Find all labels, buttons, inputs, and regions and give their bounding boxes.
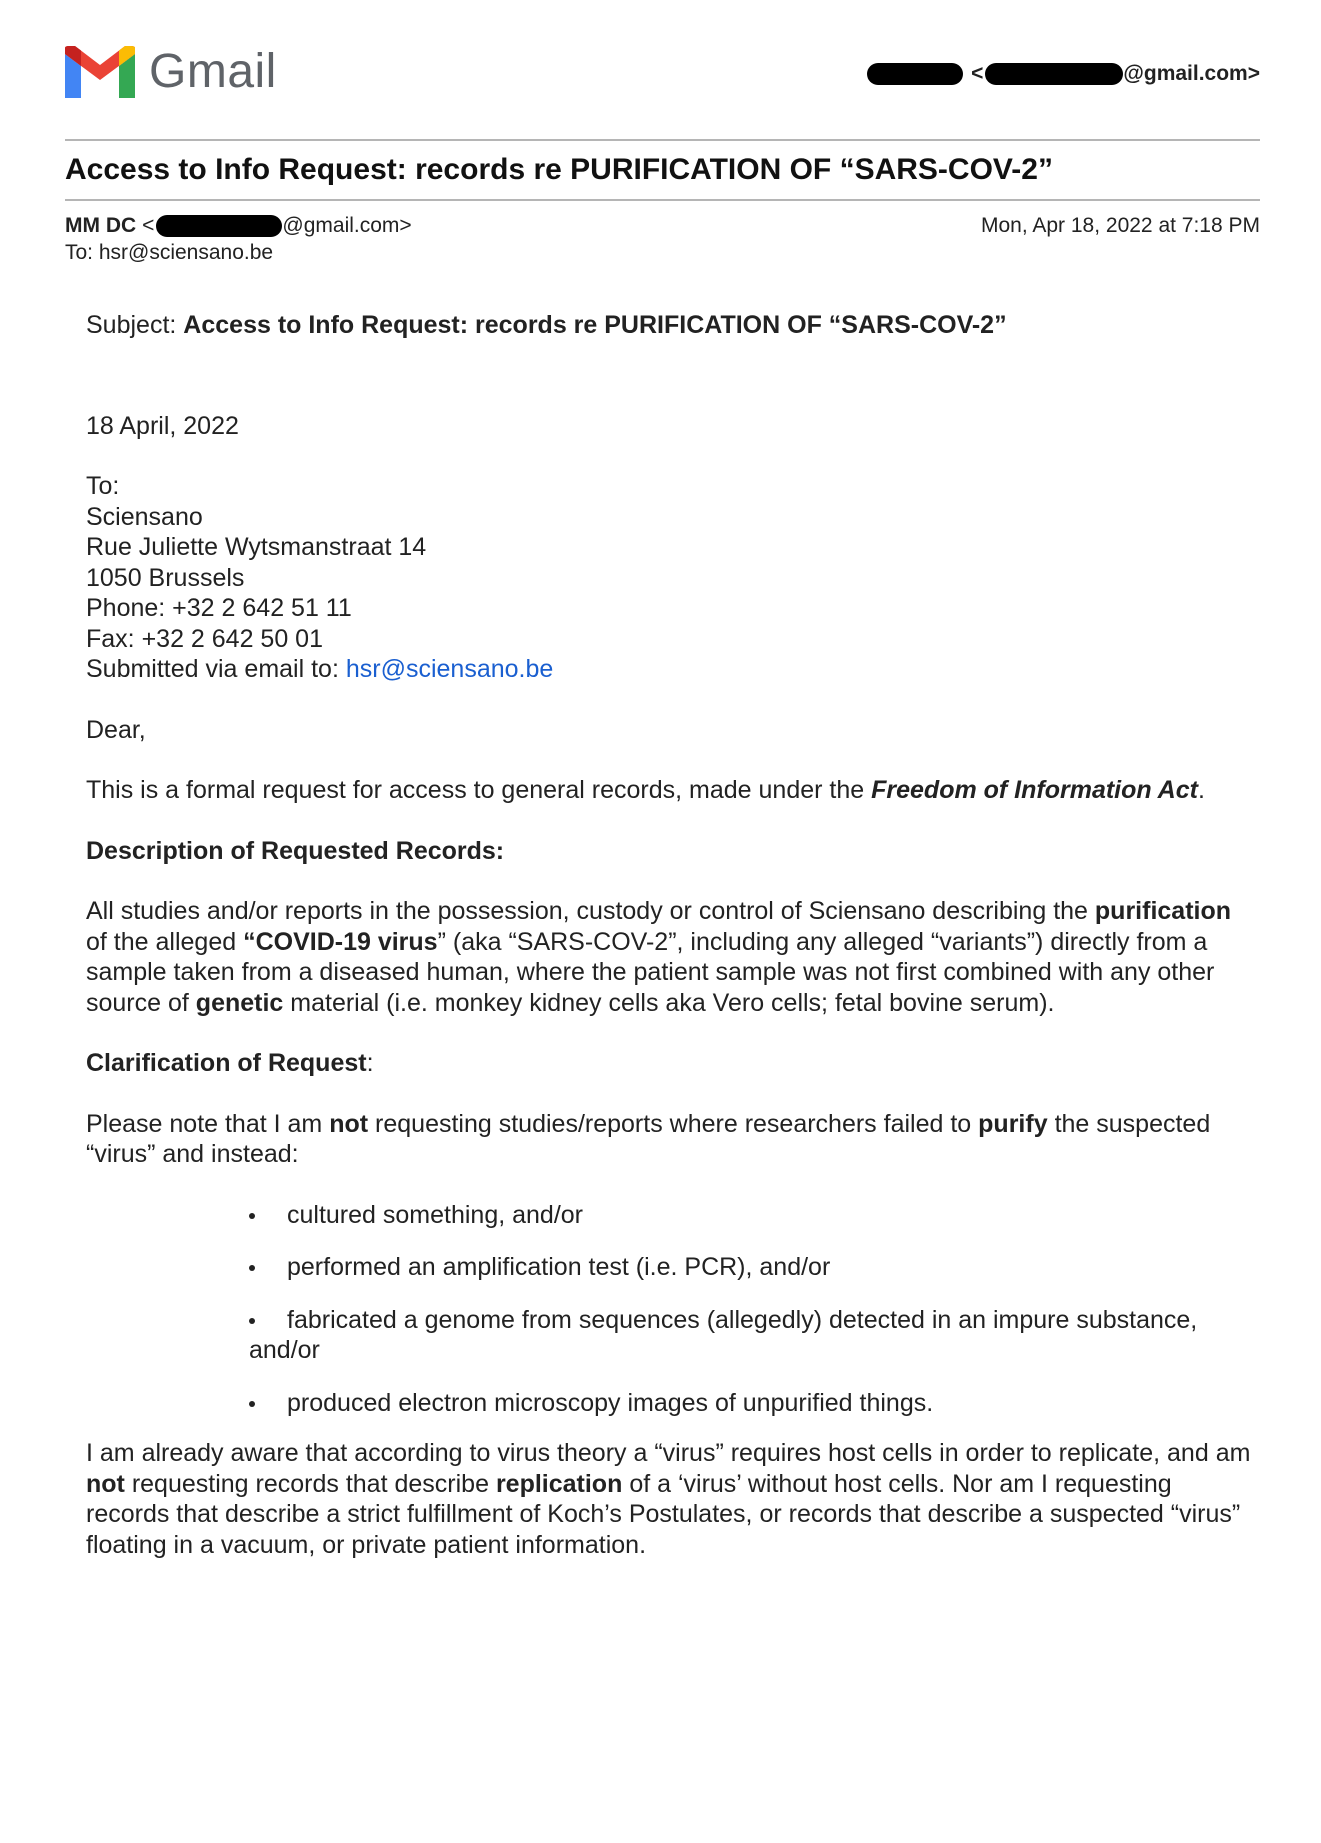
sender-email-suffix: @gmail.com>	[282, 214, 412, 237]
exclusion-list	[86, 1200, 1256, 1419]
account-open-bracket: <	[971, 62, 984, 85]
redaction-bar	[985, 63, 1123, 85]
list-item-text: produced electron microscopy images of unpurified things.	[287, 1388, 934, 1417]
address-line: Sciensano	[86, 502, 203, 531]
text-run: requesting records that describe	[131, 1469, 489, 1498]
intro-text: This is a formal request for access to general records, made under the	[86, 776, 865, 804]
address-block	[86, 471, 1256, 685]
recipient-line: To: hsr@sciensano.be	[65, 241, 274, 264]
list-item	[249, 1252, 1256, 1283]
text-run: material (i.e. monkey kidney cells aka Vero cells; fetal bovine serum).	[290, 988, 1055, 1017]
list-item-text: cultured something, and/or	[287, 1200, 584, 1229]
bold-run: purification	[1094, 897, 1232, 925]
address-line: Phone: +32 2 642 51 11	[86, 594, 352, 622]
text-run: All studies and/or reports in the possession, custody or control of Sciensano describing the	[86, 897, 1088, 925]
subject-text: Access to Info Request: records re PURIFICATION OF “SARS-COV-2”	[183, 311, 1007, 339]
bullet-dot-icon	[249, 1401, 255, 1407]
gmail-logo-text: Gmail	[149, 45, 277, 98]
greeting: Dear,	[86, 715, 146, 744]
list-item-continuation: and/or	[249, 1336, 320, 1364]
address-line: To:	[86, 472, 120, 500]
address-line: Fax: +32 2 642 50 01	[86, 624, 323, 653]
gmail-header	[65, 42, 1260, 102]
text-run: Please note that I am	[86, 1109, 323, 1138]
bullet-dot-icon	[249, 1318, 255, 1324]
bullet-dot-icon	[249, 1265, 255, 1271]
title-divider	[65, 199, 1260, 201]
intro-end: .	[1197, 776, 1205, 804]
intro-paragraph	[86, 775, 1256, 806]
address-line: 1050 Brussels	[86, 563, 245, 592]
letter-date: 18 April, 2022	[86, 411, 239, 440]
bold-run: not	[86, 1469, 125, 1498]
clarification-heading	[86, 1048, 1256, 1079]
address-line: Rue Juliette Wytsmanstraat 14	[86, 533, 427, 561]
account-email-suffix: @gmail.com>	[1123, 62, 1260, 85]
subject-label: Subject:	[86, 311, 177, 339]
text-run: of a ‘virus’ without host cells. Nor am I requesting records that describe a strict fulfillment of Koch’s Postulates, or records that describe a suspected “virus” floating in a vacuum, or private patient information.	[86, 1469, 1241, 1559]
email-meta	[65, 212, 1260, 266]
redaction-bar	[156, 215, 282, 237]
redaction-bar	[867, 63, 963, 85]
intro-act: Freedom of Information Act	[871, 776, 1198, 804]
text-run: I am already aware that according to virus theory a “virus” requires host cells in order to replicate, and am	[86, 1439, 1251, 1467]
description-paragraph	[86, 896, 1256, 1018]
email-title: Access to Info Request: records re PURIFICATION OF “SARS-COV-2”	[65, 153, 1053, 186]
text-run: of the alleged	[86, 927, 237, 956]
text-run: the suspected “virus” and instead:	[86, 1109, 1211, 1168]
account-address	[867, 60, 1260, 88]
bold-run: purify	[978, 1109, 1048, 1138]
description-heading: Description of Requested Records:	[86, 836, 505, 865]
sent-date: Mon, Apr 18, 2022 at 7:18 PM	[980, 214, 1260, 237]
gmail-logo-icon	[65, 46, 135, 98]
sender-open-bracket: <	[142, 214, 155, 237]
clarification-heading-text: Clarification of Request	[86, 1049, 367, 1077]
subject-line	[86, 310, 1256, 341]
note-paragraph	[86, 1109, 1256, 1170]
text-run: ” (aka “SARS-COV-2”, including any alleged “variants”) directly from a sample taken from a diseased human, where the patient sample was not first combined with any other source of	[86, 927, 1215, 1017]
submitted-line	[86, 654, 1256, 685]
list-item	[249, 1200, 1256, 1231]
text-run: requesting studies/reports where researchers failed to	[375, 1109, 972, 1138]
email-body	[86, 310, 1256, 1560]
list-item-text: fabricated a genome from sequences (allegedly) detected in an impure substance,	[287, 1305, 1198, 1334]
submitted-email-link[interactable]: hsr@sciensano.be	[345, 655, 554, 683]
submitted-label: Submitted via email to:	[86, 655, 339, 683]
final-paragraph	[86, 1438, 1256, 1560]
sender-name: MM DC	[65, 214, 137, 237]
bold-run: “COVID-19 virus	[243, 927, 438, 956]
header-divider	[65, 139, 1260, 141]
bullet-dot-icon	[249, 1213, 255, 1219]
list-item-text: performed an amplification test (i.e. PCR), and/or	[287, 1253, 831, 1281]
list-item	[249, 1305, 1256, 1366]
bold-run: replication	[495, 1469, 623, 1498]
bold-run: genetic	[195, 988, 284, 1017]
clarification-colon: :	[366, 1049, 374, 1077]
list-item	[249, 1388, 1256, 1419]
bold-run: not	[329, 1109, 369, 1138]
